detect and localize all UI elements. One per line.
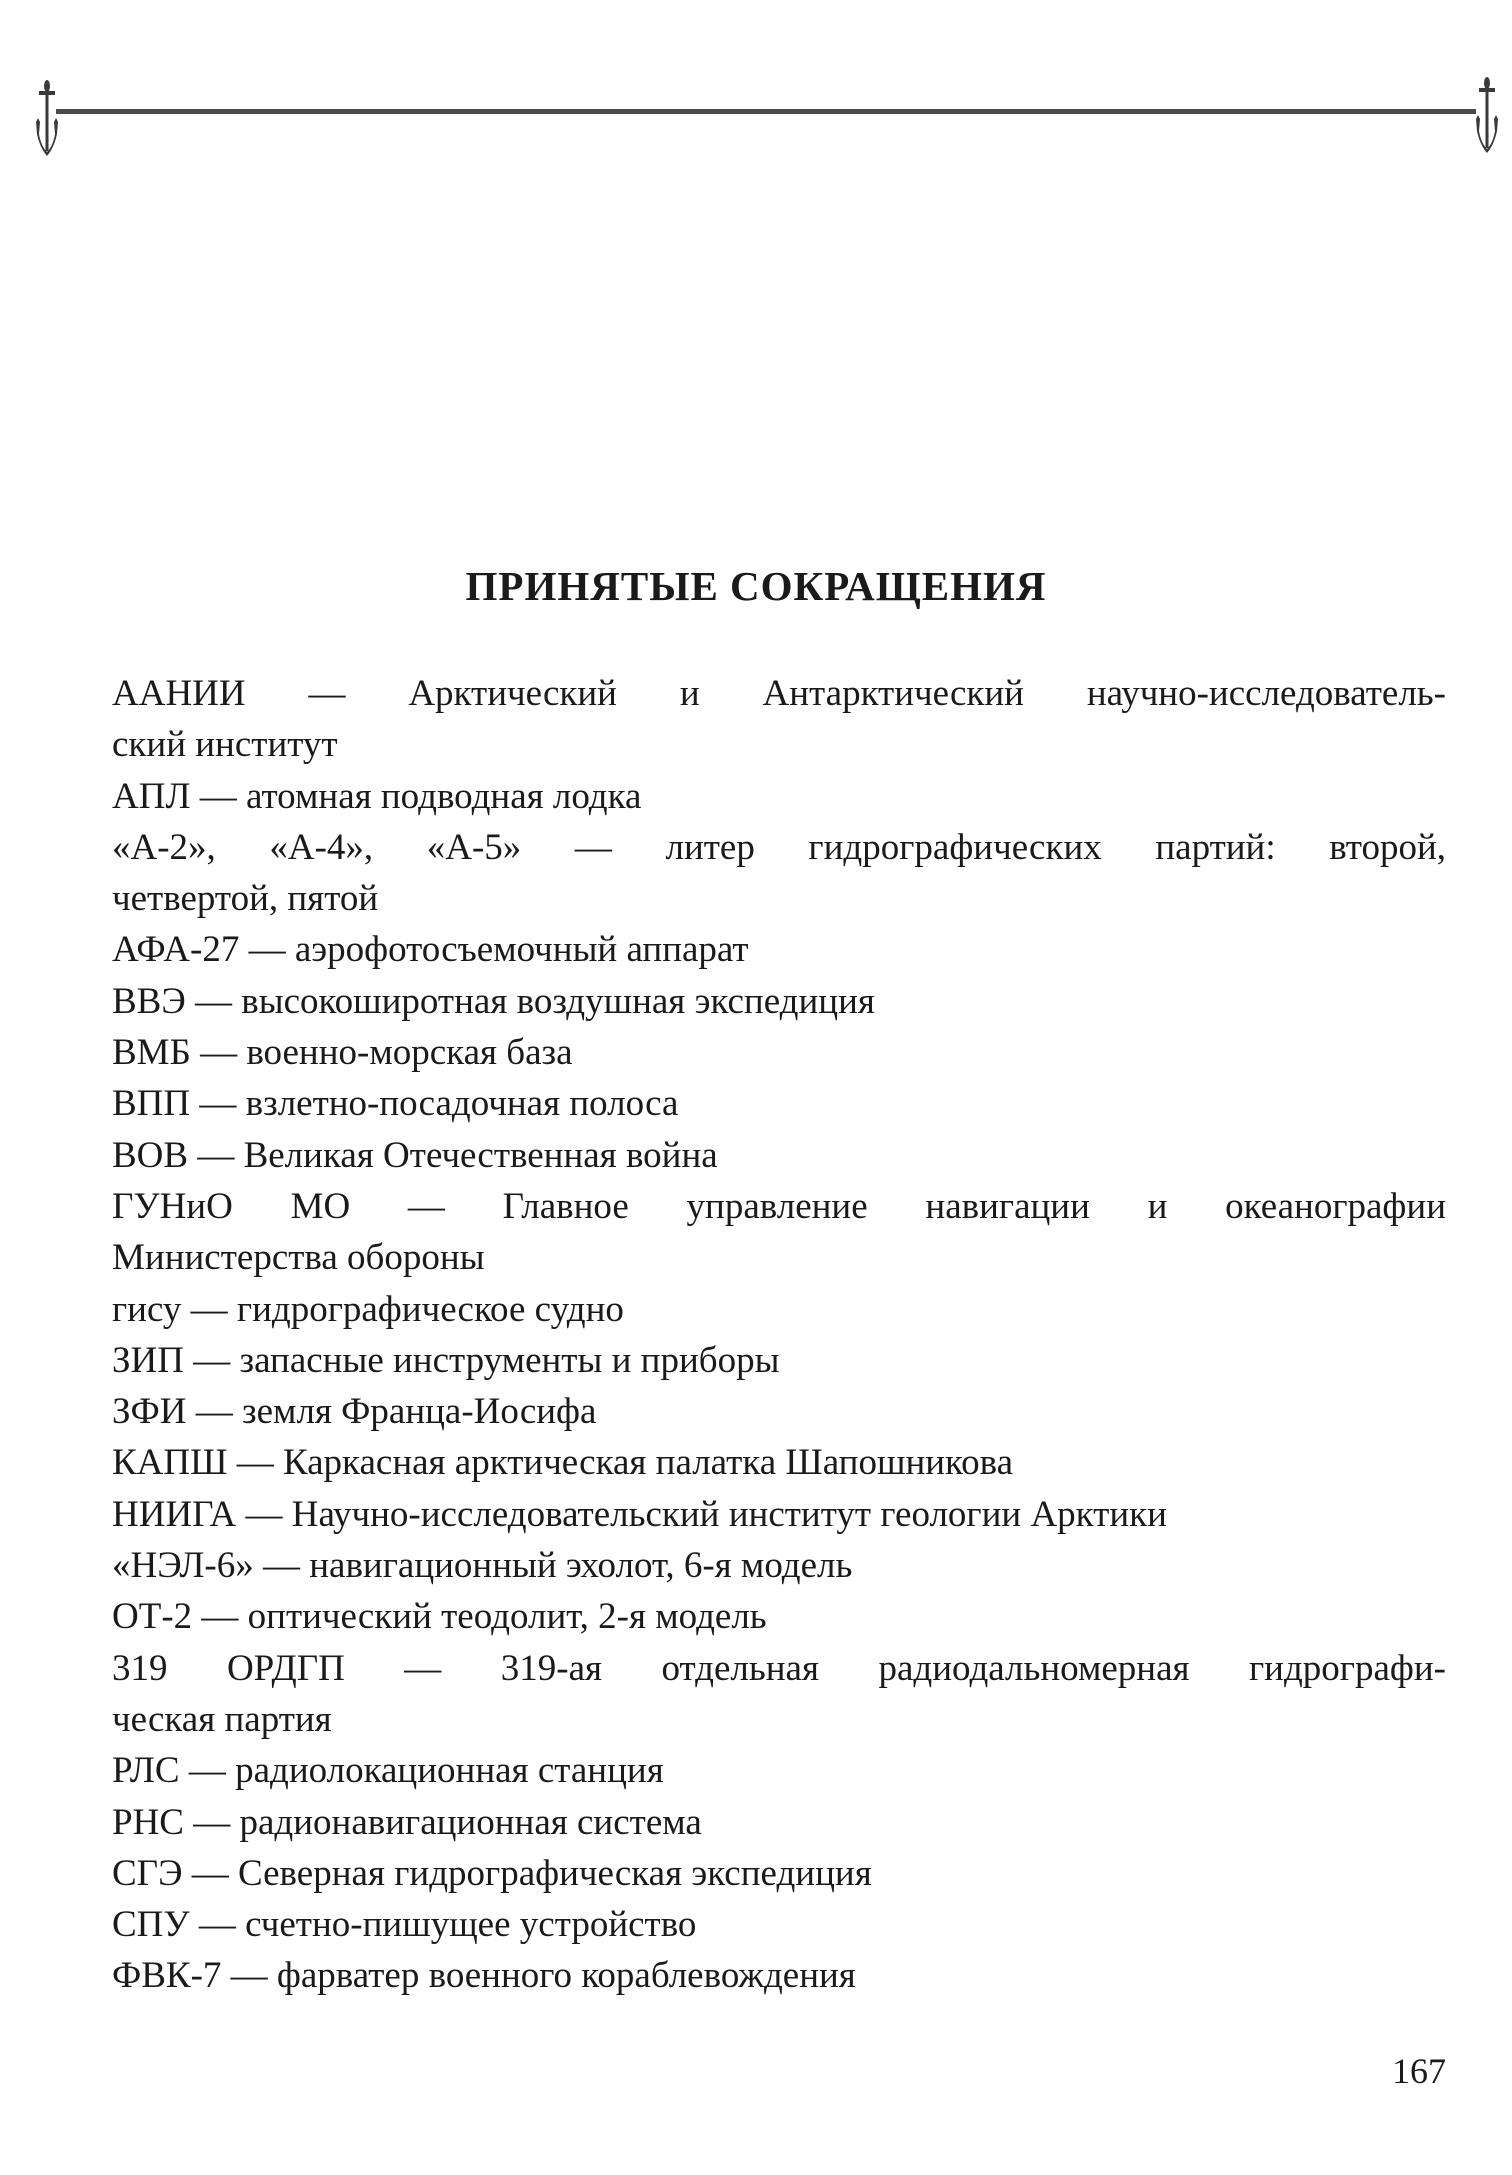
entry-line: СГЭ — Северная гидрографическая экспедиция	[112, 1852, 872, 1894]
abbreviation-entry	[112, 1437, 1446, 1488]
abbreviation-entry	[112, 1591, 1446, 1642]
entry-line: КАПШ — Каркасная арктическая палатка Шапошникова	[112, 1442, 1014, 1484]
abbreviation-entry	[112, 1181, 1446, 1284]
abbreviation-entry	[112, 924, 1446, 975]
entry-line: АФА-27 — аэрофотосъемочный аппарат	[112, 929, 749, 971]
entry-line: ОТ-2 — оптический теодолит, 2-я модель	[112, 1596, 767, 1638]
entry-line: ЗИП — запасные инструменты и приборы	[112, 1339, 780, 1381]
entry-line: ФВК-7 — фарватер военного кораблевождения	[112, 1955, 856, 1997]
entry-line: ский институт	[112, 724, 338, 766]
abbreviation-entry	[112, 1540, 1446, 1591]
entry-line: гису — гидрографическое судно	[112, 1288, 624, 1330]
entry-line: 319 ОРДГП — 319-ая отдельная радиодальномерная гидрографи-	[112, 1647, 1446, 1689]
entry-line: ЗФИ — земля Франца-Иосифа	[112, 1391, 597, 1433]
abbreviation-entry	[112, 1899, 1446, 1950]
abbreviation-entry	[112, 1078, 1446, 1129]
abbreviation-entry	[112, 1386, 1446, 1437]
entry-line: ВВЭ — высокоширотная воздушная экспедиция	[112, 980, 875, 1022]
entry-line: Министерства обороны	[112, 1237, 485, 1279]
abbreviation-entry	[112, 668, 1446, 771]
abbreviation-entry	[112, 822, 1446, 925]
entry-line: ВОВ — Великая Отечественная война	[112, 1134, 718, 1176]
header-rule	[56, 109, 1476, 114]
entry-line: ААНИИ — Арктический и Антарктический научно-исследователь-	[112, 673, 1446, 714]
abbreviation-entry	[112, 976, 1446, 1027]
abbreviation-entry	[112, 1284, 1446, 1335]
entry-line: СПУ — счетно-пишущее устройство	[112, 1904, 697, 1946]
entry-line: «НЭЛ-6» — навигационный эхолот, 6-я модель	[112, 1545, 853, 1587]
anchor-icon	[32, 78, 62, 158]
abbreviation-entry	[112, 1130, 1446, 1181]
page-number: 167	[1392, 2051, 1446, 2091]
abbreviation-entry	[112, 1950, 1446, 2001]
abbreviations-list	[112, 668, 1446, 2002]
entry-line: ческая партия	[112, 1698, 332, 1740]
page-title: ПРИНЯТЫЕ СОКРАЩЕНИЯ	[465, 563, 1047, 609]
abbreviation-entry	[112, 1489, 1446, 1540]
abbreviation-entry	[112, 1745, 1446, 1796]
entry-line: «А-2», «А-4», «А-5» — литер гидрографических партий: второй,	[112, 826, 1446, 868]
entry-line: ГУНиО МО — Главное управление навигации и океанографии	[112, 1185, 1446, 1227]
abbreviation-entry	[112, 1335, 1446, 1386]
entry-line: РНС — радионавигационная система	[112, 1801, 702, 1843]
anchor-icon	[1472, 75, 1502, 155]
entry-line: АПЛ — атомная подводная лодка	[112, 775, 642, 817]
entry-line: НИИГА — Научно-исследовательский институт геологии Арктики	[112, 1493, 1167, 1535]
abbreviation-entry	[112, 1797, 1446, 1848]
entry-line: ВМБ — военно-морская база	[112, 1032, 573, 1074]
abbreviation-entry	[112, 771, 1446, 822]
entry-line: ВПП — взлетно-посадочная полоса	[112, 1083, 679, 1125]
abbreviation-entry	[112, 1027, 1446, 1078]
entry-line: четвертой, пятой	[112, 878, 379, 920]
entry-line: РЛС — радиолокационная станция	[112, 1750, 664, 1792]
abbreviation-entry	[112, 1848, 1446, 1899]
abbreviation-entry	[112, 1643, 1446, 1746]
